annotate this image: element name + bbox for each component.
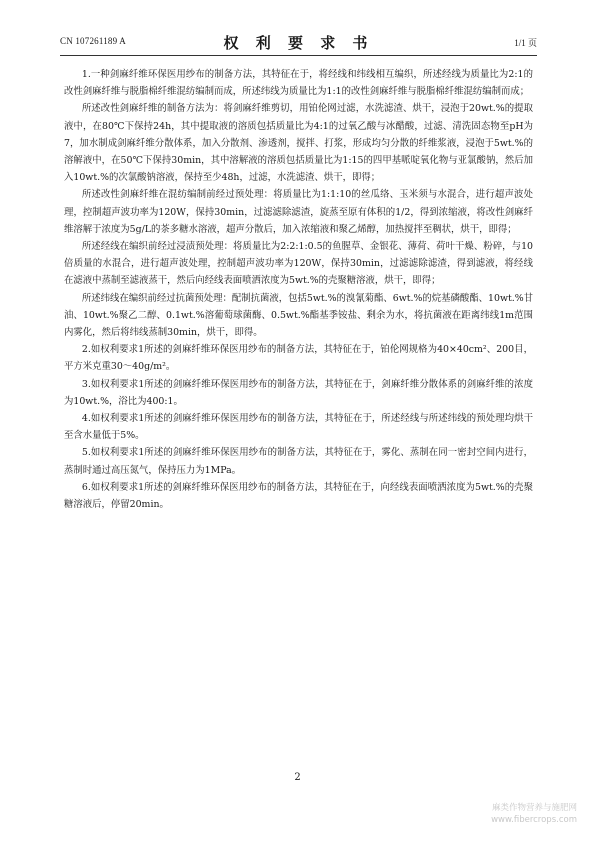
claim-3-paragraph: 3.如权利要求1所述的剑麻纤维环保医用纱布的制备方法，其特征在于，剑麻纤维分散体系的剑麻纤维的浓度为10wt.%，浴比为400:1。 (64, 378, 533, 407)
document-title: 权 利 要 求 书 (223, 34, 374, 52)
claim-2-paragraph: 2.如权利要求1所述的剑麻纤维环保医用纱布的制备方法，其特征在于，铂伦网规格为40×40cm²、200目，平方米克重30～40g/m²。 (64, 344, 533, 373)
claim-4-paragraph: 4.如权利要求1所述的剑麻纤维环保医用纱布的制备方法，其特征在于，所述经线与所述纬线的预处理均烘干至含水量低于5%。 (64, 413, 533, 442)
claim-5-paragraph: 5.如权利要求1所述的剑麻纤维环保医用纱布的制备方法，其特征在于，雾化、蒸制在同一密封空间内进行，蒸制时通过高压氮气，保持压力为1MPa。 (64, 447, 533, 476)
site-watermark (491, 802, 577, 826)
claim-1-fiber-pretreatment: 所述改性剑麻纤维在混纺编制前经过预处理：将质量比为1:1:10的丝瓜络、玉米须与水混合，进行超声波处理，控制超声波功率为120W，保持30min，过滤滤除滤渣，旋蒸至原有体积的1/2，得到浓缩液，将改性剑麻纤维溶解于浓度为5g/L的茶多糖水溶液，超声分散后，加入浓缩液和聚乙烯醇，加热搅拌至稠状，烘干，即得； (64, 189, 533, 235)
watermark-site-name: 麻类作物营养与施肥网 (491, 803, 577, 813)
watermark-url: www.fibercrops.com (491, 815, 577, 825)
publication-number: CN 107261189 A (60, 36, 126, 46)
claim-1-paragraph: 1.一种剑麻纤维环保医用纱布的制备方法，其特征在于，将经线和纬线相互编织，所述经线为质量比为2:1的改性剑麻纤维与脱脂棉纤维混纺编制而成，所述纬线为质量比为1:1的改性剑麻纤维与脱脂棉纤维混纺编制而成； (64, 69, 533, 98)
claims-body (64, 66, 533, 513)
claim-6-paragraph: 6.如权利要求1所述的剑麻纤维环保医用纱布的制备方法，其特征在于，向经线表面喷洒浓度为5wt.%的壳聚糖溶液后，停留20min。 (64, 481, 533, 511)
page-indicator: 1/1 页 (514, 38, 537, 48)
page-header (60, 32, 537, 52)
claim-1-fiber-modification: 所述改性剑麻纤维的制备方法为：将剑麻纤维剪切，用铂伦网过滤，水洗滤渣、烘干，浸泡于20wt.%的提取液中，在80℃下保持24h，其中提取液的溶质包括质量比为4:1的过氧乙酸与冰醋酸，过滤、清洗固态物至pH为7，加水制成剑麻纤维分散体系，加入分散剂、渗透剂，搅拌、打浆，形成均匀分散的纤维浆液，浸泡于5wt.%的溶解液中，在50℃下保持30min，其中溶解液的溶质包括质量比为1:15的四甲基哌啶氧化物与亚氯酸钠，然后加入10wt.%的次氯酸钠溶液，保持至少48h，过滤，水洗滤渣、烘干，即得； (64, 103, 533, 184)
claim-1-warp-pretreatment: 所述经线在编织前经过浸渍预处理：将质量比为2:2:1:0.5的鱼腥草、金银花、薄荷、荷叶干燥、粉碎，与10倍质量的水混合，进行超声波处理，控制超声波功率为120W，保持30min，过滤滤除滤渣，得到滤液，将经线在滤液中蒸制至滤液蒸干，然后向经线表面喷洒浓度为5wt.%的壳聚糖溶液，烘干，即得； (64, 241, 533, 287)
claim-1-weft-pretreatment: 所述纬线在编织前经过抗菌预处理：配制抗菌液，包括5wt.%的溴氰菊酯、6wt.%的烷基磷酸酯、10wt.%甘油、10wt.%聚乙二醇、0.1wt.%溶葡萄球菌酶、0.5wt.%酯基季铵盐、剩余为水，将抗菌液在距离纬线1m范围内雾化，然后将纬线蒸制30min，烘干，即得。 (64, 292, 534, 339)
header-divider (60, 55, 537, 56)
page-number: 2 (294, 772, 301, 783)
